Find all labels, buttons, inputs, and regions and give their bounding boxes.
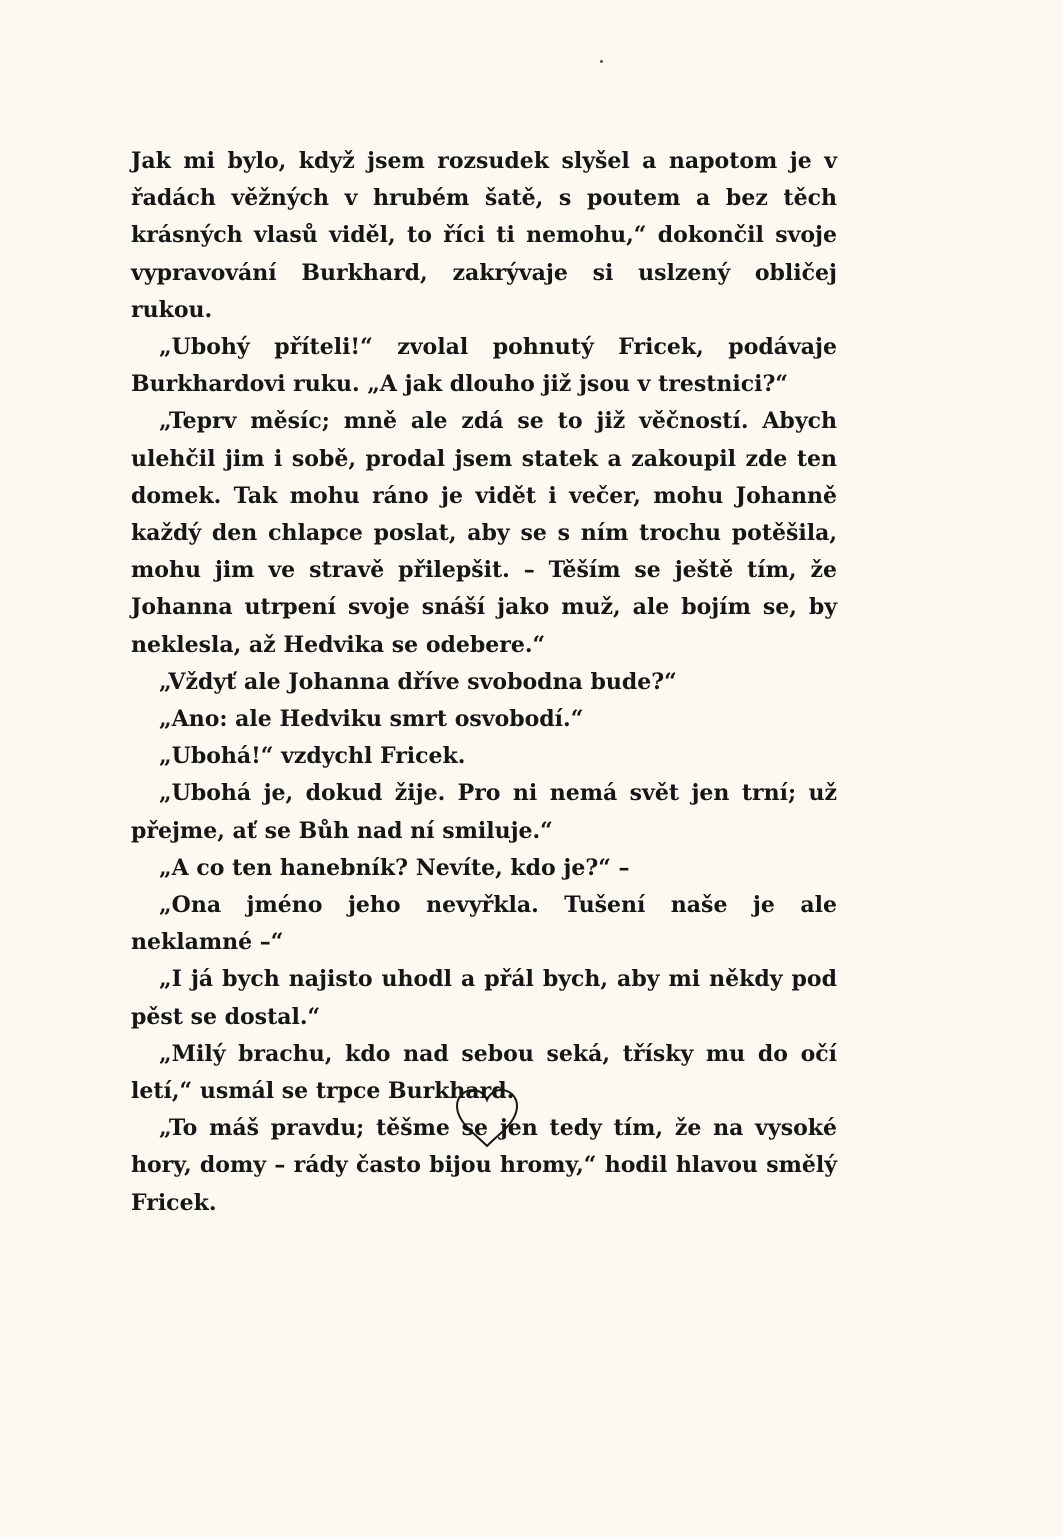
paragraph-10: „I já bych najisto uhodl a přál bych, aby mi někdy pod pěst se dostal.“: [131, 966, 837, 1030]
paragraph-11: „Milý brachu, kdo nad sebou seká, třísky mu do očí letí,“ usmál se trpce Burkhard.: [131, 1040, 837, 1105]
paragraph-4: „Vždyť ale Johanna dříve svobodna bude?“: [159, 668, 677, 695]
body-text: [131, 143, 837, 1222]
paragraph-5: „Ano: ale Hedviku smrt osvobodí.“: [159, 706, 584, 733]
paragraph-2: „Ubohý příteli!“ zvolal pohnutý Fricek, podávaje Burkhardovi ruku. „A jak dlouho již jsou v trestnici?“: [131, 334, 837, 398]
paragraph-12: „To máš pravdu; těšme se jen tedy tím, že na vysoké hory, domy – rády často bijou hromy,“ hodil hlavou smělý Fricek.: [131, 1115, 837, 1216]
paragraph-3: „Teprv měsíc; mně ale zdá se to již věčností. Abych ulehčil jim i sobě, prodal jsem statek a zakoupil zde ten domek. Tak mohu ráno je vidět i večer, mohu Johanně každý den chlapce poslat, aby se s ním trochu potěšila, mohu jim ve stravě přilepšit. – Těším se ještě tím, že Johanna utrpení svoje snáší jako muž, ale bojím se, by neklesla, až Hedvika se odebere.“: [131, 408, 837, 658]
paragraph-1: Jak mi bylo, když jsem rozsudek slyšel a napotom je v řadách věžných v hrubém šatě, s poutem a bez těch krásných vlasů viděl, to říci ti nemohu,“ dokončil svoje vypravování Burkhard, zakrývaje si uslzený obličej rukou.: [131, 148, 837, 323]
heart-ornament-icon: [454, 1088, 520, 1150]
paragraph-9: „Ona jméno jeho nevyřkla. Tušení naše je ale neklamné –“: [131, 892, 837, 956]
paragraph-6: „Ubohá!“ vzdychl Fricek.: [159, 743, 466, 770]
ink-speck: [600, 60, 603, 63]
paragraph-8: „A co ten hanebník? Nevíte, kdo je?“ –: [159, 854, 630, 881]
paragraph-7: „Ubohá je, dokud žije. Pro ni nemá svět jen trní; už přejme, ať se Bůh nad ní smiluje.“: [131, 780, 837, 844]
